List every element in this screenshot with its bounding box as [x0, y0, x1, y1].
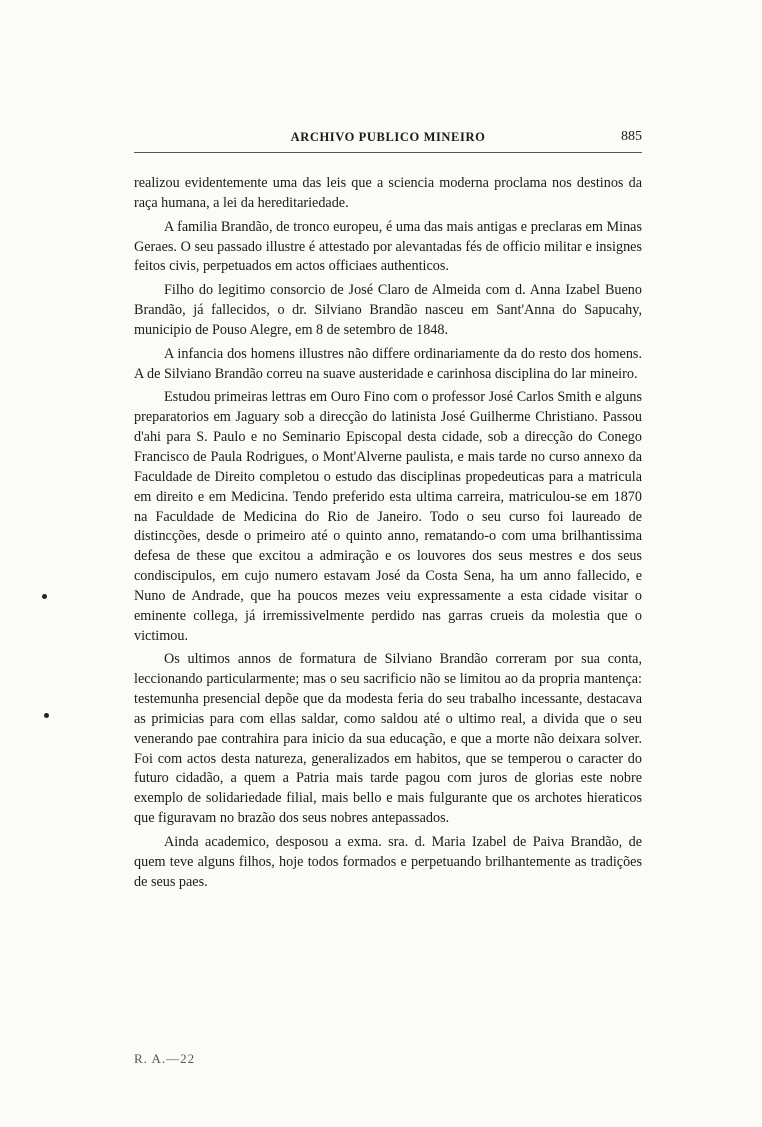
paragraph-family: A familia Brandão, de tronco europeu, é uma das mais antigas e preclaras em Minas Geraes. O seu passado illustre é attestado por alevantadas fés de officio militar e insignes feitos civis, perpetuados em actos officiaes authenticos. — [134, 218, 642, 275]
signature-mark: R. A.—22 — [134, 1051, 196, 1066]
margin-dot — [44, 713, 49, 718]
page-header — [134, 128, 642, 153]
body-text — [134, 174, 642, 893]
paragraph-marriage: Ainda academico, desposou a exma. sra. d. Maria Izabel de Paiva Brandão, de quem teve alguns filhos, hoje todos formados e perpetuando brilhantemente as tradições de seus paes. — [134, 834, 642, 890]
page-number: 885 — [621, 129, 642, 144]
paragraph-studies: Estudou primeiras lettras em Ouro Fino com o professor José Carlos Smith e alguns preparatorios em Jaguary sob a direcção do latinista José Guilherme Christiano. Passou d'ahi para S. Paulo e no Seminario Episcopal desta cidade, sob a direcção do Conego Francisco de Paula Rodrigues, o Mont'Alverne paulista, e mais tarde no curso annexo da Faculdade de Direito completou o estudo das disciplinas propedeuticas para a matricula em direito e em Medicina. Tendo preferido esta ultima carreira, matriculou-se em 1870 na Faculdade de Medicina do Rio de Janeiro. Todo o seu curso foi laureado de distincções, desde o primeiro até o quinto anno, rematando-o com uma brilhantissima defesa de these que excitou a admiração e os louvores dos seus mestres e dos seus condiscipulos, em cujo numero estavam José da Costa Sena, ha um anno fallecido, e Nuno de Andrade, que ha poucos mezes veiu expressamente a esta cidade visitar o eminente collega, já irremissivelmente perdido nas garras crueis da molestia que o victimou. — [134, 389, 642, 644]
running-title: ARCHIVO PUBLICO MINEIRO — [290, 130, 486, 144]
paragraph-graduation: Os ultimos annos de formatura de Silviano Brandão correram por sua conta, leccionando particularmente; mas o seu sacrificio não se limitou ao da propria mantença: testemunha presencial depõe que da modesta feria do seu trabalho incessante, destacava as primicias para com ellas saldar, como saldou até o ultimo real, a divida que o seu venerando pae contrahira para inicio da sua educação, e que a morte não deixara solver. Foi com actos desta natureza, generalizados em habitos, que se temperou o caracter do futuro cidadão, a quem a Patria mais tarde pagou com juros de glorias este nobre exemplo de solidariedade filial, mais bello e mais fulgurante que os archotes hieraticos que figuravam no brazão dos seus nobres antepassados. — [134, 651, 642, 827]
margin-dot — [42, 594, 47, 599]
paragraph-birth: Filho do legitimo consorcio de José Claro de Almeida com d. Anna Izabel Bueno Brandão, já fallecidos, o dr. Silviano Brandão nasceu em Sant'Anna do Sapucahy, municipio de Pouso Alegre, em 8 de setembro de 1848. — [134, 282, 642, 338]
paragraph-childhood: A infancia dos homens illustres não differe ordinariamente da do resto dos homens. A de Silviano Brandão correu na suave austeridade e carinhosa disciplina do lar mineiro. — [134, 345, 642, 382]
paragraph-continuation: realizou evidentemente uma das leis que a sciencia moderna proclama nos destinos da raça humana, a lei da hereditariedade. — [134, 175, 642, 211]
